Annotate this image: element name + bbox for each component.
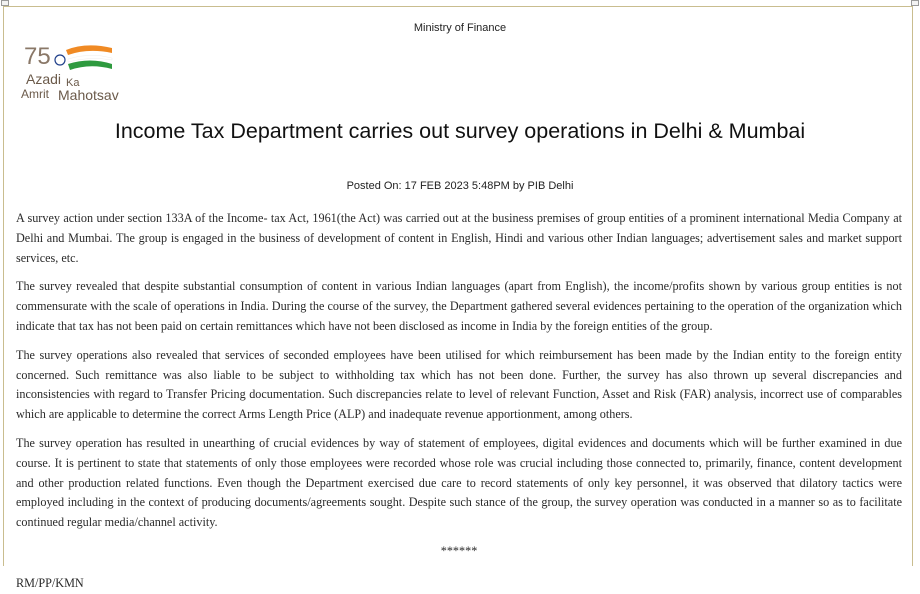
paragraph: The survey revealed that despite substantial consumption of content in various Indian languages (apart from English), the income/profits shown by various group entities is not commensurate with the scale of operations in India. During the course of the survey, the Department gathered several evidences pertaining to the operation of the organization which indicate that tax has not been paid on certain remittances which have not been disclosed as income in India by the foreign entities of the group. bbox=[16, 279, 902, 333]
separator: ****** bbox=[440, 543, 478, 558]
paragraph: The survey operations also revealed that services of seconded employees have been utilised for which reimbursement has been made by the Indian entity to the foreign entity concerned. Such remittance was also liable to be subject to withholding tax which has not been done. Further, the survey has also thrown up several discrepancies and inconsistencies with regard to Transfer Pricing documentation. Such discrepancies relate to level of relevant Function, Asset and Risk (FAR) analysis, incorrect use of comparables which are applicable to determine the correct Arms Length Price (ALP) and inadequate revenue apportionment, among others. bbox=[16, 347, 902, 422]
press-release-headline: Income Tax Department carries out survey operations in Delhi & Mumbai bbox=[114, 119, 806, 143]
logo-azadi: Azadi bbox=[26, 71, 62, 87]
paragraph: The survey operation has resulted in unearthing of crucial evidences by way of statement of employees, digital evidences and documents which will be further examined in due course. It is pertinent to state that statements of only those employees were recorded whose role was crucial including those connected to, primarily, finance, content development and other production related functions. Even though the Department exercised due care to record statements of only key personnel, it was observed that dilatory tactics were employed including in the context of producing documents/agreements sought. Despite such stance of the group, the survey operation was conducted in a manner so as to facilitate continued regular media/channel activity. bbox=[16, 435, 902, 530]
paragraph: A survey action under section 133A of the Income- tax Act, 1961(the Act) was carried out at the business premises of group entities of a prominent international Media Company at Delhi and Mumbai. The group is engaged in the business of development of content in English, Hindi and various other Indian languages; advertisement sales and market support services, etc. bbox=[16, 211, 902, 265]
logo-ka: Ka bbox=[66, 77, 80, 89]
release-body bbox=[16, 209, 902, 594]
logo-number: 75 bbox=[24, 43, 51, 70]
azadi-ka-amrit-mahotsav-logo bbox=[20, 38, 140, 104]
logo-flag-icon bbox=[55, 45, 112, 70]
logo-mahotsav: Mahotsav bbox=[58, 87, 119, 103]
signature-code: RM/PP/KMN bbox=[16, 575, 84, 590]
posted-on-line: Posted On: 17 FEB 2023 5:48PM by PIB Delhi bbox=[346, 180, 574, 192]
ministry-name: Ministry of Finance bbox=[413, 22, 507, 34]
logo-amrit: Amrit bbox=[21, 87, 49, 101]
